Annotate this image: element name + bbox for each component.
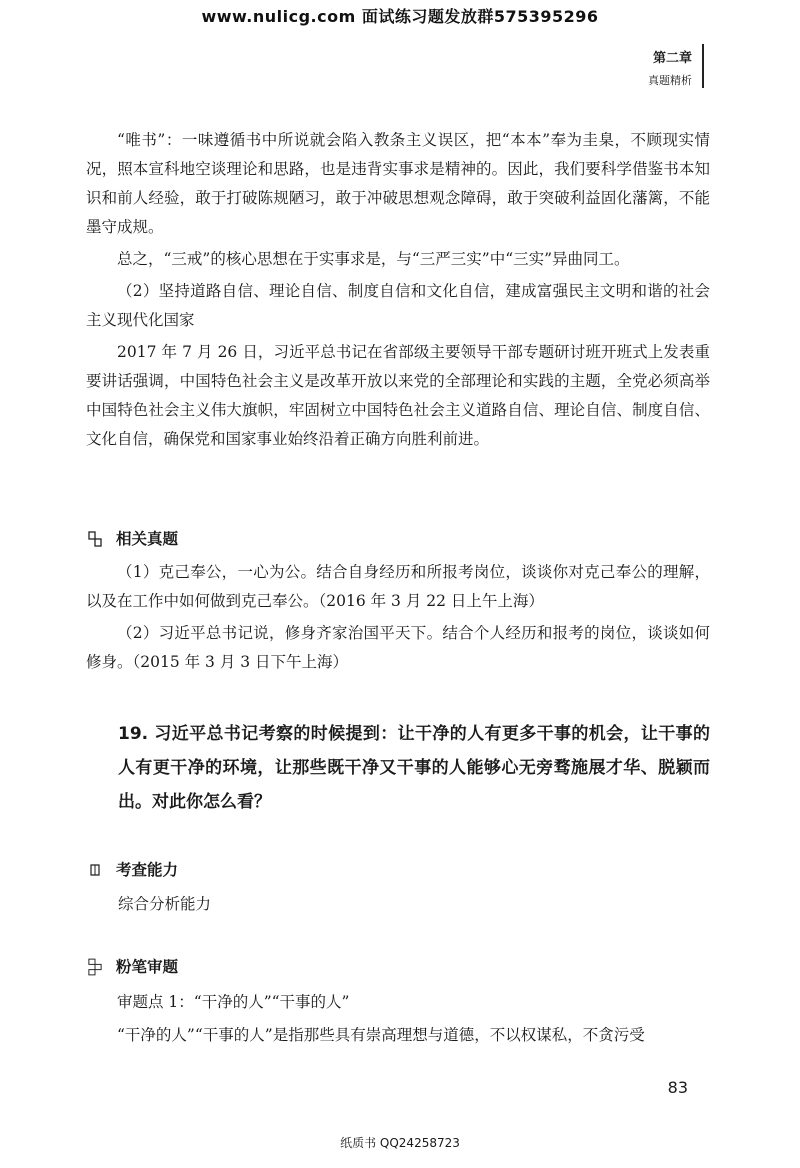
watermark-header: www.nulicg.com 面试练习题发放群575395296 [201,7,599,26]
ability-text: 综合分析能力 [118,895,212,913]
related-section [88,527,712,551]
footer-note: 纸质书 QQ24258723 [340,1136,460,1150]
ability-section [88,858,712,919]
review-heading [88,955,712,979]
paragraph-summary: 总之，“三戒”的核心思想在于实事求是，与“三严三实”中“三实”异曲同工。 [117,250,630,268]
review-content [117,988,712,1050]
review-title: 粉笔审题 [116,958,179,976]
paragraph-2017-speech: 2017 年 7 月 26 日，习近平总书记在省部级主要领导干部专题研讨班开班式上发表重要讲话强调，中国特色社会主义是改革开放以来党的全部理论和实践的主题，全党必须高举中国特色社会主义伟大旗帜，牢固树立中国特色社会主义道路自信、理论自信、制度自信、文化自信，确保党和国家事业始终沿着正确方向胜利前进。 [86,343,710,448]
chapter-subtitle: 真题精析 [648,74,692,87]
related-item-1: （1）克己奉公，一心为公。结合自身经历和所报考岗位，谈谈你对克己奉公的理解，以及在工作中如何做到克己奉公。（2016 年 3 月 22 日上午上海） [86,563,710,610]
question-19: 19. 习近平总书记考察的时候提到：让干净的人有更多干事的机会，让干事的人有更干净的环境，让那些既干净又干事的人能够心无旁骛施展才华、脱颖而出。对此你怎么看？ [118,724,710,812]
related-items [86,558,710,677]
ability-heading [88,858,712,882]
grid-icon [88,959,102,975]
review-section [88,955,712,979]
paragraph-weishu: “唯书”：一味遵循书中所说就会陷入教条主义误区，把“本本”奉为圭臬，不顾现实情况，照本宣科地空谈理论和思路，也是违背实事求是精神的。因此，我们要科学借鉴书本知识和前人经验，敢于打破陈规陋习，敢于冲破思想观念障碍，敢于突破利益固化藩篱，不能墨守成规。 [86,131,710,236]
ability-title: 考查能力 [116,861,179,879]
related-title: 相关真题 [116,530,179,548]
chapter-label [648,50,692,90]
chapter-divider [702,44,704,88]
intro-paragraphs [86,126,710,454]
related-item-2: （2）习近平总书记说，修身齐家治国平天下。结合个人经历和报考的岗位，谈谈如何修身。（2015 年 3 月 3 日下午上海） [86,624,710,671]
review-point-1: 审题点 1：“干净的人”“干事的人” [117,993,350,1011]
review-text: “干净的人”“干事的人”是指那些具有崇高理想与道德，不以权谋私，不贪污受 [117,1026,645,1044]
page-number: 83 [667,1078,688,1097]
related-heading [88,527,712,551]
paragraph-subheading-2: （2）坚持道路自信、理论自信、制度自信和文化自信，建成富强民主文明和谐的社会主义现代化国家 [86,282,710,329]
chapter-title: 第二章 [652,51,692,66]
question-block [86,717,710,819]
target-icon [88,862,102,878]
document-icon [88,531,102,547]
